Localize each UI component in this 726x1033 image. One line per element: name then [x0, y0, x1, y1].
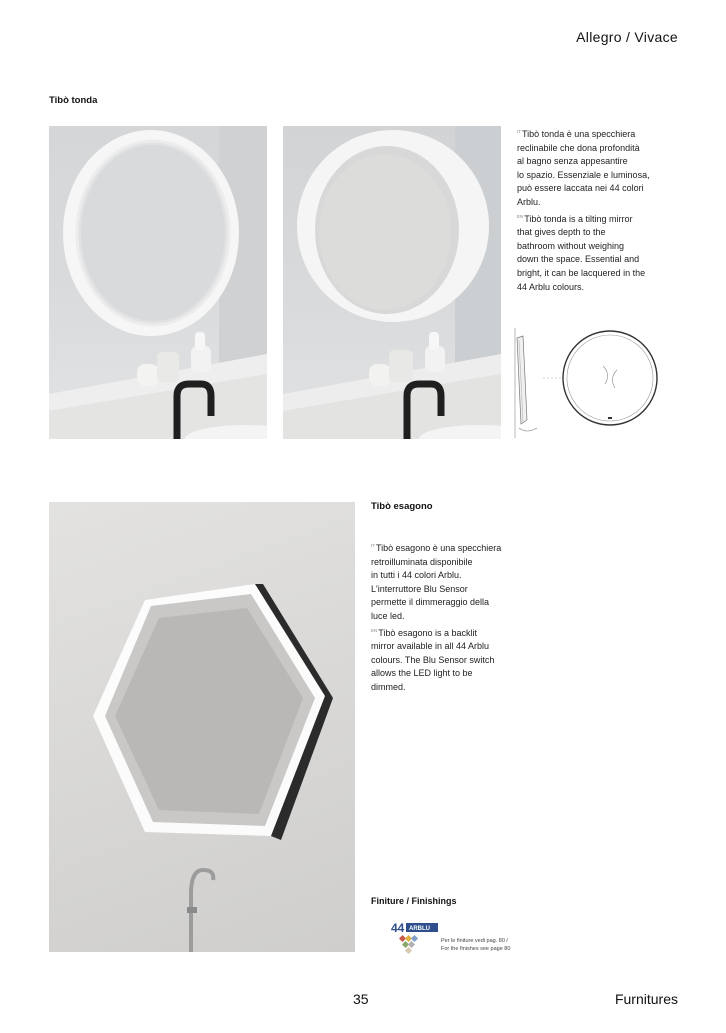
finishes-title: Finiture / Finishings — [371, 896, 457, 906]
it-text-line: lo spazio. Essenziale e luminosa, — [517, 169, 650, 180]
it-flag-icon: IT — [517, 129, 521, 134]
finishes-note-it: Per le finiture vedi pag. 80 / — [441, 938, 508, 944]
en-flag-icon: EN — [371, 627, 378, 633]
section-title-tibo-tonda: Tibò tonda — [49, 95, 98, 106]
en-text-line: $^{EN}$Tibò tonda is a tilting mirror — [517, 213, 633, 224]
it-text-line: L'interruttore Blu Sensor — [371, 583, 468, 594]
technical-drawing-tibo-tonda — [513, 328, 663, 438]
en-text-line: $^{EN}$Tibò esagono is a backlit — [371, 627, 477, 638]
it-text-line: $^{IT}$Tibò tonda è una specchiera — [517, 129, 636, 139]
it-text-line: retroilluminata disponibile — [371, 556, 473, 567]
it-text-line: luce led. — [371, 610, 405, 621]
round-mirror-front-image — [49, 126, 267, 439]
footer-section-title: Furnitures — [614, 991, 678, 1007]
arblu-44-colors-logo — [390, 920, 440, 956]
en-text-line: mirror available in all 44 Arblu — [371, 641, 490, 652]
it-text-line: al bagno senza appesantire — [517, 156, 628, 167]
en-flag-icon: EN — [517, 213, 524, 219]
page-number: 35 — [353, 991, 369, 1007]
logo-brand: ARBLU — [409, 926, 430, 932]
round-mirror-tilted-image — [283, 126, 501, 439]
photo-tibo-esagono — [49, 502, 355, 952]
page-header-title: Allegro / Vivace — [576, 29, 678, 45]
description-tibo-tonda — [517, 125, 687, 294]
description-tibo-esagono — [371, 539, 541, 695]
it-text-line: $^{IT}$Tibò esagono è una specchiera — [371, 543, 502, 553]
en-text-line: 44 Arblu colours. — [517, 281, 585, 292]
hexagon-mirror-image — [49, 502, 355, 952]
en-text-line: that gives depth to the — [517, 227, 606, 238]
logo-number: 44 — [391, 921, 405, 935]
en-text-line: bathroom without weighing — [517, 240, 625, 251]
en-text-line: allows the LED light to be — [371, 668, 473, 679]
section-title-tibo-esagono: Tibò esagono — [371, 501, 433, 512]
finishes-note-en: For the finishes see page 80 — [441, 946, 511, 952]
it-text-line: in tutti i 44 colori Arblu. — [371, 570, 462, 581]
en-text-line: bright, it can be lacquered in the — [517, 267, 646, 278]
it-text-line: può essere laccata nei 44 colori — [517, 183, 644, 194]
en-text-line: dimmed. — [371, 681, 406, 692]
it-text-line: Arblu. — [517, 196, 541, 207]
en-text-line: colours. The Blu Sensor switch — [371, 654, 495, 665]
photo-tibo-tonda-tilted — [283, 126, 501, 439]
photo-tibo-tonda-front — [49, 126, 267, 439]
mirror-profile-diagram-icon — [513, 328, 663, 438]
it-flag-icon: IT — [371, 543, 375, 548]
it-text-line: reclinabile che dona profondità — [517, 142, 640, 153]
it-text-line: permette il dimmeraggio della — [371, 597, 490, 608]
en-text-line: down the space. Essential and — [517, 254, 640, 265]
arblu-logo-icon — [390, 920, 440, 956]
